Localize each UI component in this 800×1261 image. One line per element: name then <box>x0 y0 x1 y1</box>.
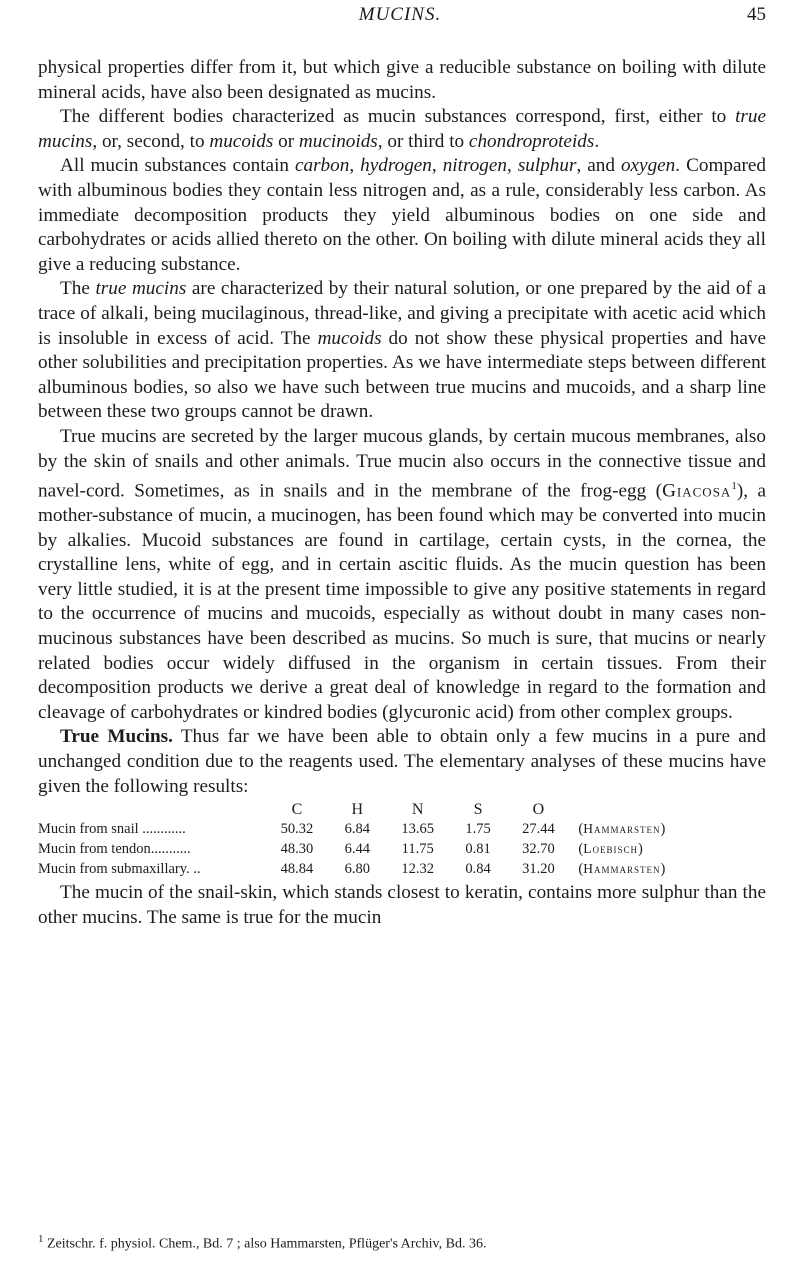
cell-h: 6.84 <box>344 820 371 837</box>
text-run: The <box>60 278 96 300</box>
table-header-cell: O <box>532 801 545 819</box>
term-sulphur: sulphur <box>517 155 577 177</box>
term-oxygen: oxygen <box>620 155 676 177</box>
paren: ) <box>660 861 666 878</box>
text-run: , or, second, to <box>92 130 210 152</box>
term-mucoids: mucoids <box>209 130 274 152</box>
text-run: True mucins are secreted by the larger mucous glands, by certain mucous membranes, also by the skin of snails and other animals. True mucin also occurs in the connective tissue and navel-cord. Sometimes, as in snails and in the membrane of the frog-egg ( <box>38 425 766 502</box>
elemental-analysis-table <box>38 800 766 879</box>
text-run: are characterized by their natural solution, or one prepared by the aid of a trace of alkali, being mucilaginous, thread-like, and giving a precipitate with acetic acid which is insoluble in excess of acid. The <box>38 278 766 349</box>
cell-n: 13.65 <box>401 820 435 837</box>
table-header-blank <box>38 800 263 819</box>
paren: ( <box>578 861 584 878</box>
text-run: All mucin substances contain <box>60 155 295 177</box>
term-true-mucins: true mucins <box>38 106 766 152</box>
cell-source <box>572 839 766 859</box>
paragraph-1-text: physical properties differ from it, but which give a reducible substance on boiling with dilute mineral acids, have also been designated as mucins. <box>38 57 766 103</box>
table-header-row <box>38 800 766 819</box>
author-giacosa: Giacosa <box>662 480 732 502</box>
text-run: The different bodies characterized as mucin substances correspond, first, either to <box>60 106 736 128</box>
table-header-blank <box>572 800 766 819</box>
paren: ) <box>638 841 643 858</box>
paren: ( <box>578 821 584 838</box>
page-number: 45 <box>747 4 766 25</box>
term-chondroproteids: chondroproteids <box>468 130 595 152</box>
cell-c: 48.30 <box>280 840 314 857</box>
row-label: Mucin from snail ............ <box>38 820 186 837</box>
section-runin-heading: True Mucins. <box>60 726 173 748</box>
cell-n: 11.75 <box>401 840 434 857</box>
cell-h: 6.44 <box>344 840 371 857</box>
cell-o: 27.44 <box>522 820 555 837</box>
paragraph-7-text: The mucin of the snail-skin, which stands closest to keratin, contains more sulphur than the other mucins. The same is true for the mucin <box>38 882 766 928</box>
cell-s: 0.84 <box>465 860 491 877</box>
text-run: , <box>349 155 361 177</box>
paragraph-4 <box>38 277 766 425</box>
cell-s: 1.75 <box>465 820 491 837</box>
term-hydrogen: hydrogen <box>360 155 432 177</box>
term-carbon: carbon <box>294 155 350 177</box>
paragraph-7 <box>38 881 766 930</box>
term-mucoids: mucoids <box>317 327 382 349</box>
table-header-cell: H <box>351 801 364 819</box>
cell-source <box>572 859 766 879</box>
text-run: , <box>431 155 443 177</box>
text-run: do not show these physical properties and have other solubilities and precipitation properties. As we have intermediate steps between different albuminous bodies, so also we have such between true mucins and mucoids, and a sharp line between these two groups cannot be drawn. <box>38 327 766 423</box>
cell-c: 50.32 <box>280 820 314 837</box>
paragraph-1 <box>38 56 766 105</box>
footnote-text: Zeitschr. f. physiol. Chem., Bd. 7 ; also Hammarsten, Pflüger's Archiv, Bd. 36. <box>43 1236 487 1252</box>
page-header <box>0 4 800 34</box>
table-header-cell: C <box>291 801 303 819</box>
text-run: or <box>273 130 299 152</box>
cell-h: 6.80 <box>344 860 371 877</box>
table-row <box>38 819 766 839</box>
text-run: Thus far we have been able to obtain only a few mucins in a pure and unchanged condition due to the reagents used. The elementary analyses of these mucins have given the following results: <box>38 726 766 797</box>
table-row <box>38 839 766 859</box>
term-true-mucins: true mucins <box>95 278 187 300</box>
term-nitrogen: nitrogen <box>442 155 508 177</box>
text-run: , <box>507 155 518 177</box>
source-author: Loebisch <box>583 841 639 857</box>
cell-c: 48.84 <box>280 860 314 877</box>
footnote <box>38 1230 766 1254</box>
footnote-marker: 1 <box>731 480 737 493</box>
table-row <box>38 859 766 879</box>
term-mucinoids: mucinoids <box>298 130 378 152</box>
cell-s: 0.81 <box>465 840 491 857</box>
table-header-cell: N <box>411 801 424 819</box>
paragraph-3 <box>38 154 766 277</box>
cell-source <box>572 819 766 839</box>
table-header-cell: S <box>473 801 483 819</box>
paren: ( <box>578 841 584 858</box>
row-label: Mucin from tendon........... <box>38 840 191 857</box>
cell-o: 32.70 <box>522 840 555 857</box>
cell-o: 31.20 <box>522 860 555 877</box>
row-label: Mucin from submaxillary. .. <box>38 860 201 877</box>
text-run: . Compared with albuminous bodies they contain less nitrogen and, as a rule, considerably less carbon. As immediate decomposition products they yield albuminous bodies on one side and carbohydrates or acids allied thereto on the other. On boiling with dilute mineral acids they all give a reducing substance. <box>38 155 766 275</box>
paragraph-6 <box>38 725 766 799</box>
paragraph-2 <box>38 105 766 154</box>
cell-n: 12.32 <box>401 860 435 877</box>
paragraph-5 <box>38 425 766 726</box>
source-author: Hammarsten <box>583 861 661 877</box>
text-run: ), a mother-substance of mucin, a mucinogen, has been found which may be converted into mucin by alkalies. Mucoid substances are found in cartilage, certain cysts, in the cornea, the crystalline lens, white of egg, and in certain ascitic fluids. As the mucin question has been very little studied, it is at the present time impossible to give any positive statements in regard to the occurrence of mucins and mucoids, especially as without doubt in many cases non-mucinous substances have been described as mucins. So much is sure, that mucins or nearly related bodies occur widely diffused in the organism in certain tissues. From their decomposition products we derive a great deal of knowledge in regard to the formation and cleavage of carbohydrates or kindred bodies (glycuronic acid) from other complex groups. <box>38 480 766 723</box>
body-text <box>38 56 766 930</box>
paren: ) <box>660 821 666 838</box>
footnote-number: 1 <box>38 1233 44 1245</box>
source-author: Hammarsten <box>583 821 661 837</box>
text-run: . <box>594 130 600 152</box>
running-title: MUCINS. <box>358 4 442 25</box>
text-run: , and <box>576 155 621 177</box>
text-run: , or third to <box>377 130 469 152</box>
